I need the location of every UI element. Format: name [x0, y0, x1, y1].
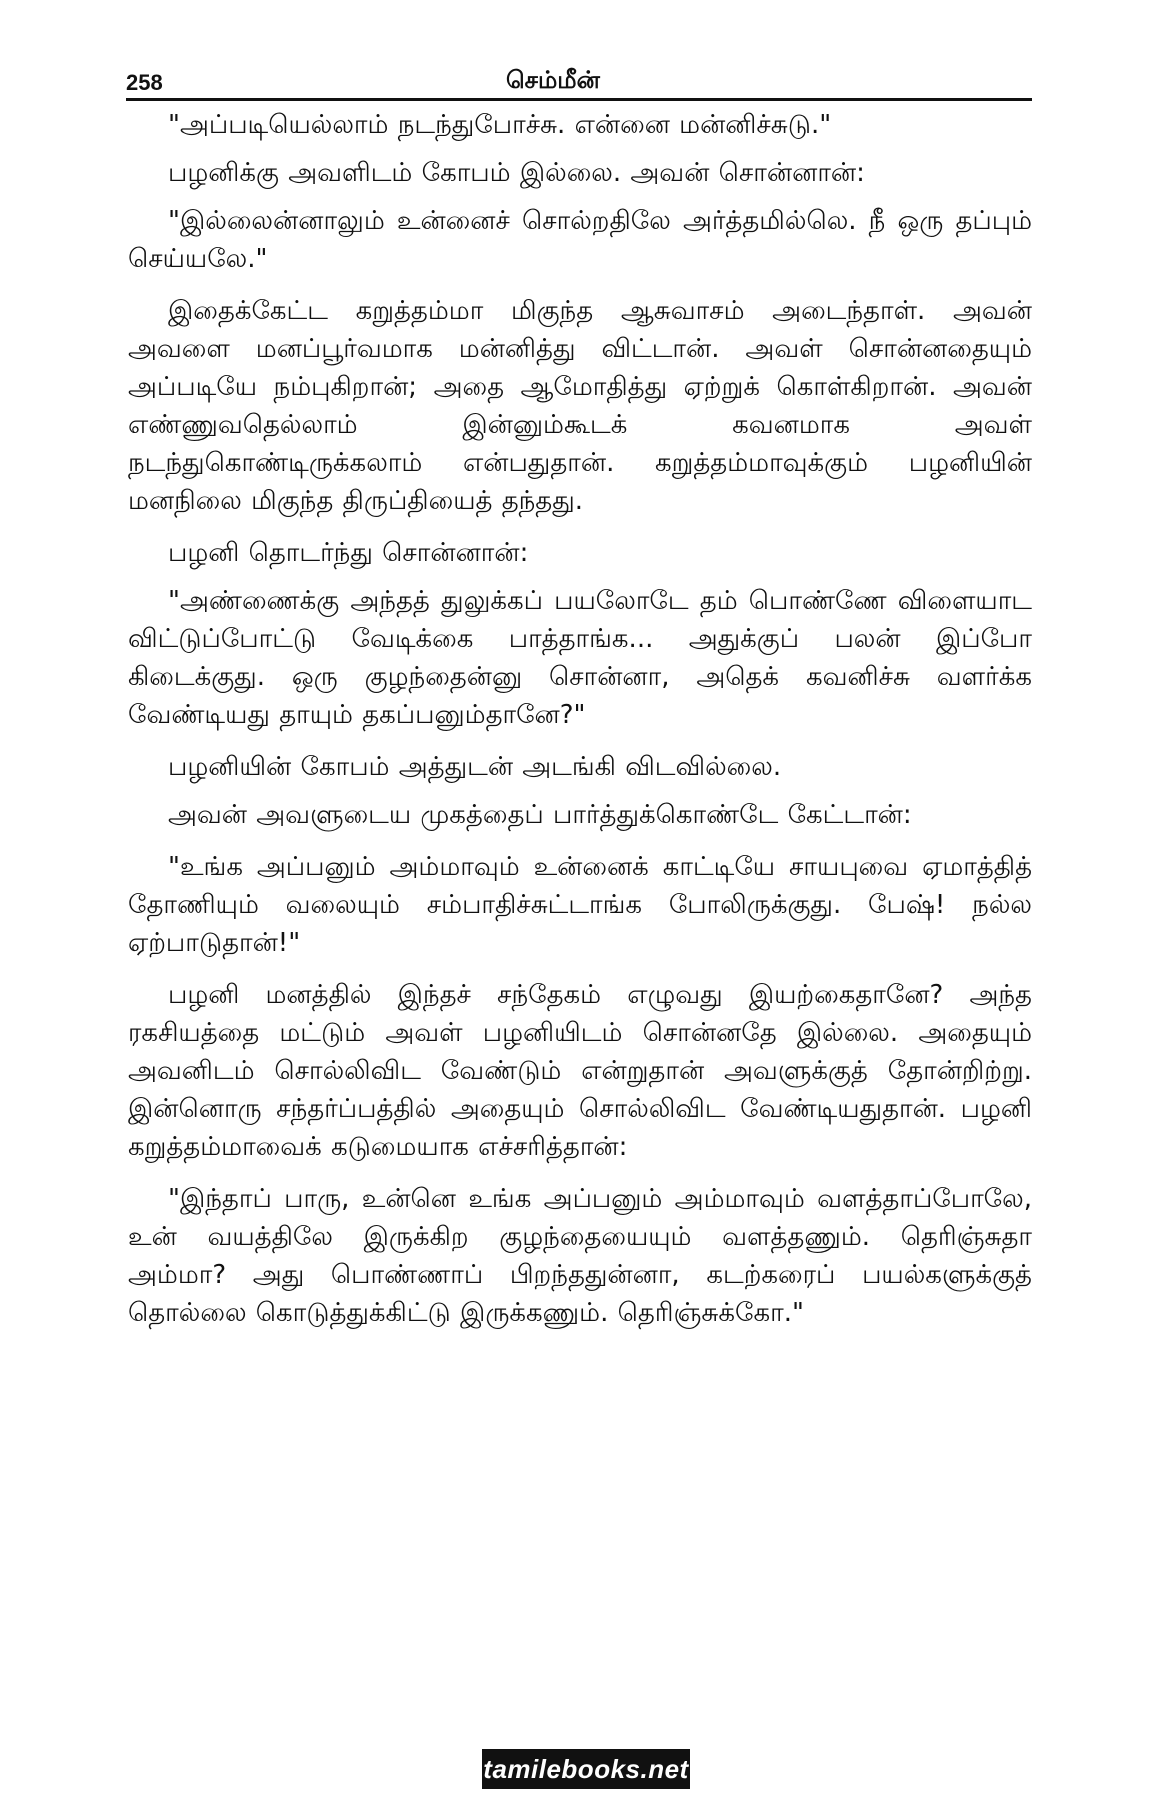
running-title: செம்மீன் — [506, 66, 600, 94]
paragraph-3: "இல்லைன்னாலும் உன்னைச் சொல்றதிலே அர்த்தமில்லெ. நீ ஒரு தப்பும் செய்யலே." — [128, 206, 1032, 274]
paragraph-2: பழனிக்கு அவளிடம் கோபம் இல்லை. அவன் சொன்னான்: — [168, 158, 865, 188]
paragraph-7: பழனியின் கோபம் அத்துடன் அடங்கி விடவில்லை. — [168, 752, 782, 782]
page-number: 258 — [126, 70, 163, 95]
paragraph-1: "அப்படியெல்லாம் நடந்துபோச்சு. என்னை மன்னிச்சுடு." — [168, 110, 832, 140]
header-rule — [126, 98, 1032, 101]
body-text — [128, 106, 1032, 1346]
paragraph-9: "உங்க அப்பனும் அம்மாவும் உன்னைக் காட்டியே சாயபுவை ஏமாத்தித் தோணியும் வலையும் சம்பாதிச்சுட்டாங்க போலிருக்குது. பேஷ்! நல்ல ஏற்பாடுதான்!" — [128, 852, 1032, 958]
paragraph-5: பழனி தொடர்ந்து சொன்னான்: — [168, 538, 529, 568]
paragraph-11: "இந்தாப் பாரு, உன்னெ உங்க அப்பனும் அம்மாவும் வளத்தாப்போலே, உன் வயத்திலே இருக்கிற குழந்தையையும் வளத்தணும். தெரிஞ்சுதா அம்மா? அது பொண்ணாப் பிறந்ததுன்னா, கடற்கரைப் பயல்களுக்குத் தொல்லை கொடுத்துக்கிட்டு இருக்கணும். தெரிஞ்சுக்கோ." — [128, 1184, 1032, 1328]
watermark-badge: tamilebooks.net — [482, 1749, 690, 1789]
paragraph-4: இதைக்கேட்ட கறுத்தம்மா மிகுந்த ஆசுவாசம் அடைந்தாள். அவன் அவளை மனப்பூர்வமாக மன்னித்து விட்டான். அவள் சொன்னதையும் அப்படியே நம்புகிறான்; அதை ஆமோதித்து ஏற்றுக் கொள்கிறான். அவன் எண்ணுவதெல்லாம் இன்னும்கூடக் கவனமாக அவள் நடந்துகொண்டிருக்கலாம் என்பதுதான். கறுத்தம்மாவுக்கும் பழனியின் மனநிலை மிகுந்த திருப்தியைத் தந்தது. — [128, 296, 1032, 516]
paragraph-6: "அண்ணைக்கு அந்தத் துலுக்கப் பயலோடே தம் பொண்ணே விளையாட விட்டுப்போட்டு வேடிக்கை பாத்தாங்க... அதுக்குப் பலன் இப்போ கிடைக்குது. ஒரு குழந்தைன்னு சொன்னா, அதெக் கவனிச்சு வளர்க்க வேண்டியது தாயும் தகப்பனும்தானே?" — [128, 586, 1032, 730]
paragraph-8: அவன் அவளுடைய முகத்தைப் பார்த்துக்கொண்டே கேட்டான்: — [168, 800, 912, 830]
paragraph-10: பழனி மனத்தில் இந்தச் சந்தேகம் எழுவது இயற்கைதானே? அந்த ரகசியத்தை மட்டும் அவள் பழனியிடம் சொன்னதே இல்லை. அதையும் அவனிடம் சொல்லிவிட வேண்டும் என்றுதான் அவளுக்குத் தோன்றிற்று. இன்னொரு சந்தர்ப்பத்தில் அதையும் சொல்லிவிட வேண்டியதுதான். பழனி கறுத்தம்மாவைக் கடுமையாக எச்சரித்தான்: — [128, 980, 1032, 1162]
